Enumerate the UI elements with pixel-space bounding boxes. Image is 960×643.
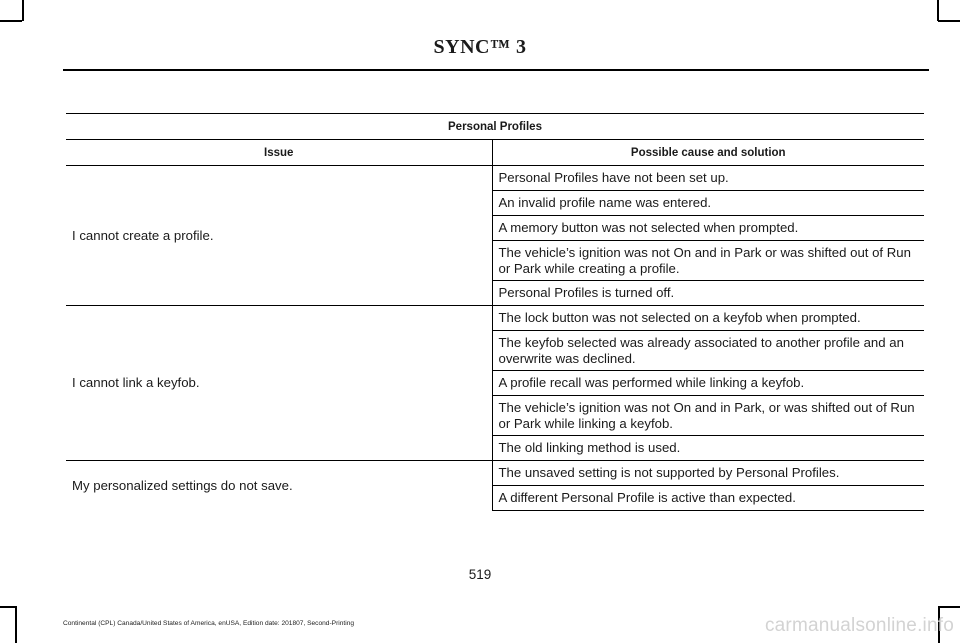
solution-cell: Personal Profiles is turned off. — [492, 281, 924, 306]
crop-mark — [938, 20, 960, 22]
column-header-issue: Issue — [66, 140, 492, 166]
table-row — [66, 461, 924, 486]
solution-cell: The unsaved setting is not supported by Personal Profiles. — [492, 461, 924, 486]
crop-mark — [15, 606, 17, 643]
issue-cell: I cannot link a keyfob. — [66, 306, 492, 461]
solution-cell: The old linking method is used. — [492, 436, 924, 461]
crop-mark — [22, 0, 24, 21]
crop-mark — [938, 606, 960, 608]
page-number: 519 — [468, 567, 492, 582]
solution-cell: A memory button was not selected when prompted. — [492, 216, 924, 241]
watermark: carmanualsonline.info — [764, 615, 954, 636]
solution-cell: A profile recall was performed while linking a keyfob. — [492, 371, 924, 396]
issue-cell: My personalized settings do not save. — [66, 461, 492, 511]
solution-cell: The vehicle’s ignition was not On and in Park, or was shifted out of Run or Park while linking a keyfob. — [492, 396, 924, 436]
header-rule — [63, 69, 929, 71]
issue-cell: I cannot create a profile. — [66, 166, 492, 306]
table-caption: Personal Profiles — [66, 114, 924, 140]
solution-cell: An invalid profile name was entered. — [492, 191, 924, 216]
edition-note: Continental (CPL) Canada/United States of America, enUSA, Edition date: 201807, Second-Printing — [63, 620, 355, 627]
table-header-row — [66, 140, 924, 166]
solution-cell: The lock button was not selected on a keyfob when prompted. — [492, 306, 924, 331]
table-caption-row — [66, 114, 924, 140]
solution-cell: Personal Profiles have not been set up. — [492, 166, 924, 191]
table-row — [66, 306, 924, 331]
table-row — [66, 166, 924, 191]
solution-cell: The keyfob selected was already associated to another profile and an overwrite was declined. — [492, 331, 924, 371]
column-header-solution: Possible cause and solution — [492, 140, 924, 166]
personal-profiles-table — [66, 113, 924, 511]
page-header-title: SYNC™ 3 — [433, 36, 527, 58]
solution-cell: A different Personal Profile is active than expected. — [492, 486, 924, 511]
crop-mark — [0, 20, 22, 22]
solution-cell: The vehicle’s ignition was not On and in Park or was shifted out of Run or Park while creating a profile. — [492, 241, 924, 281]
crop-mark — [0, 606, 16, 608]
crop-mark — [937, 0, 939, 21]
